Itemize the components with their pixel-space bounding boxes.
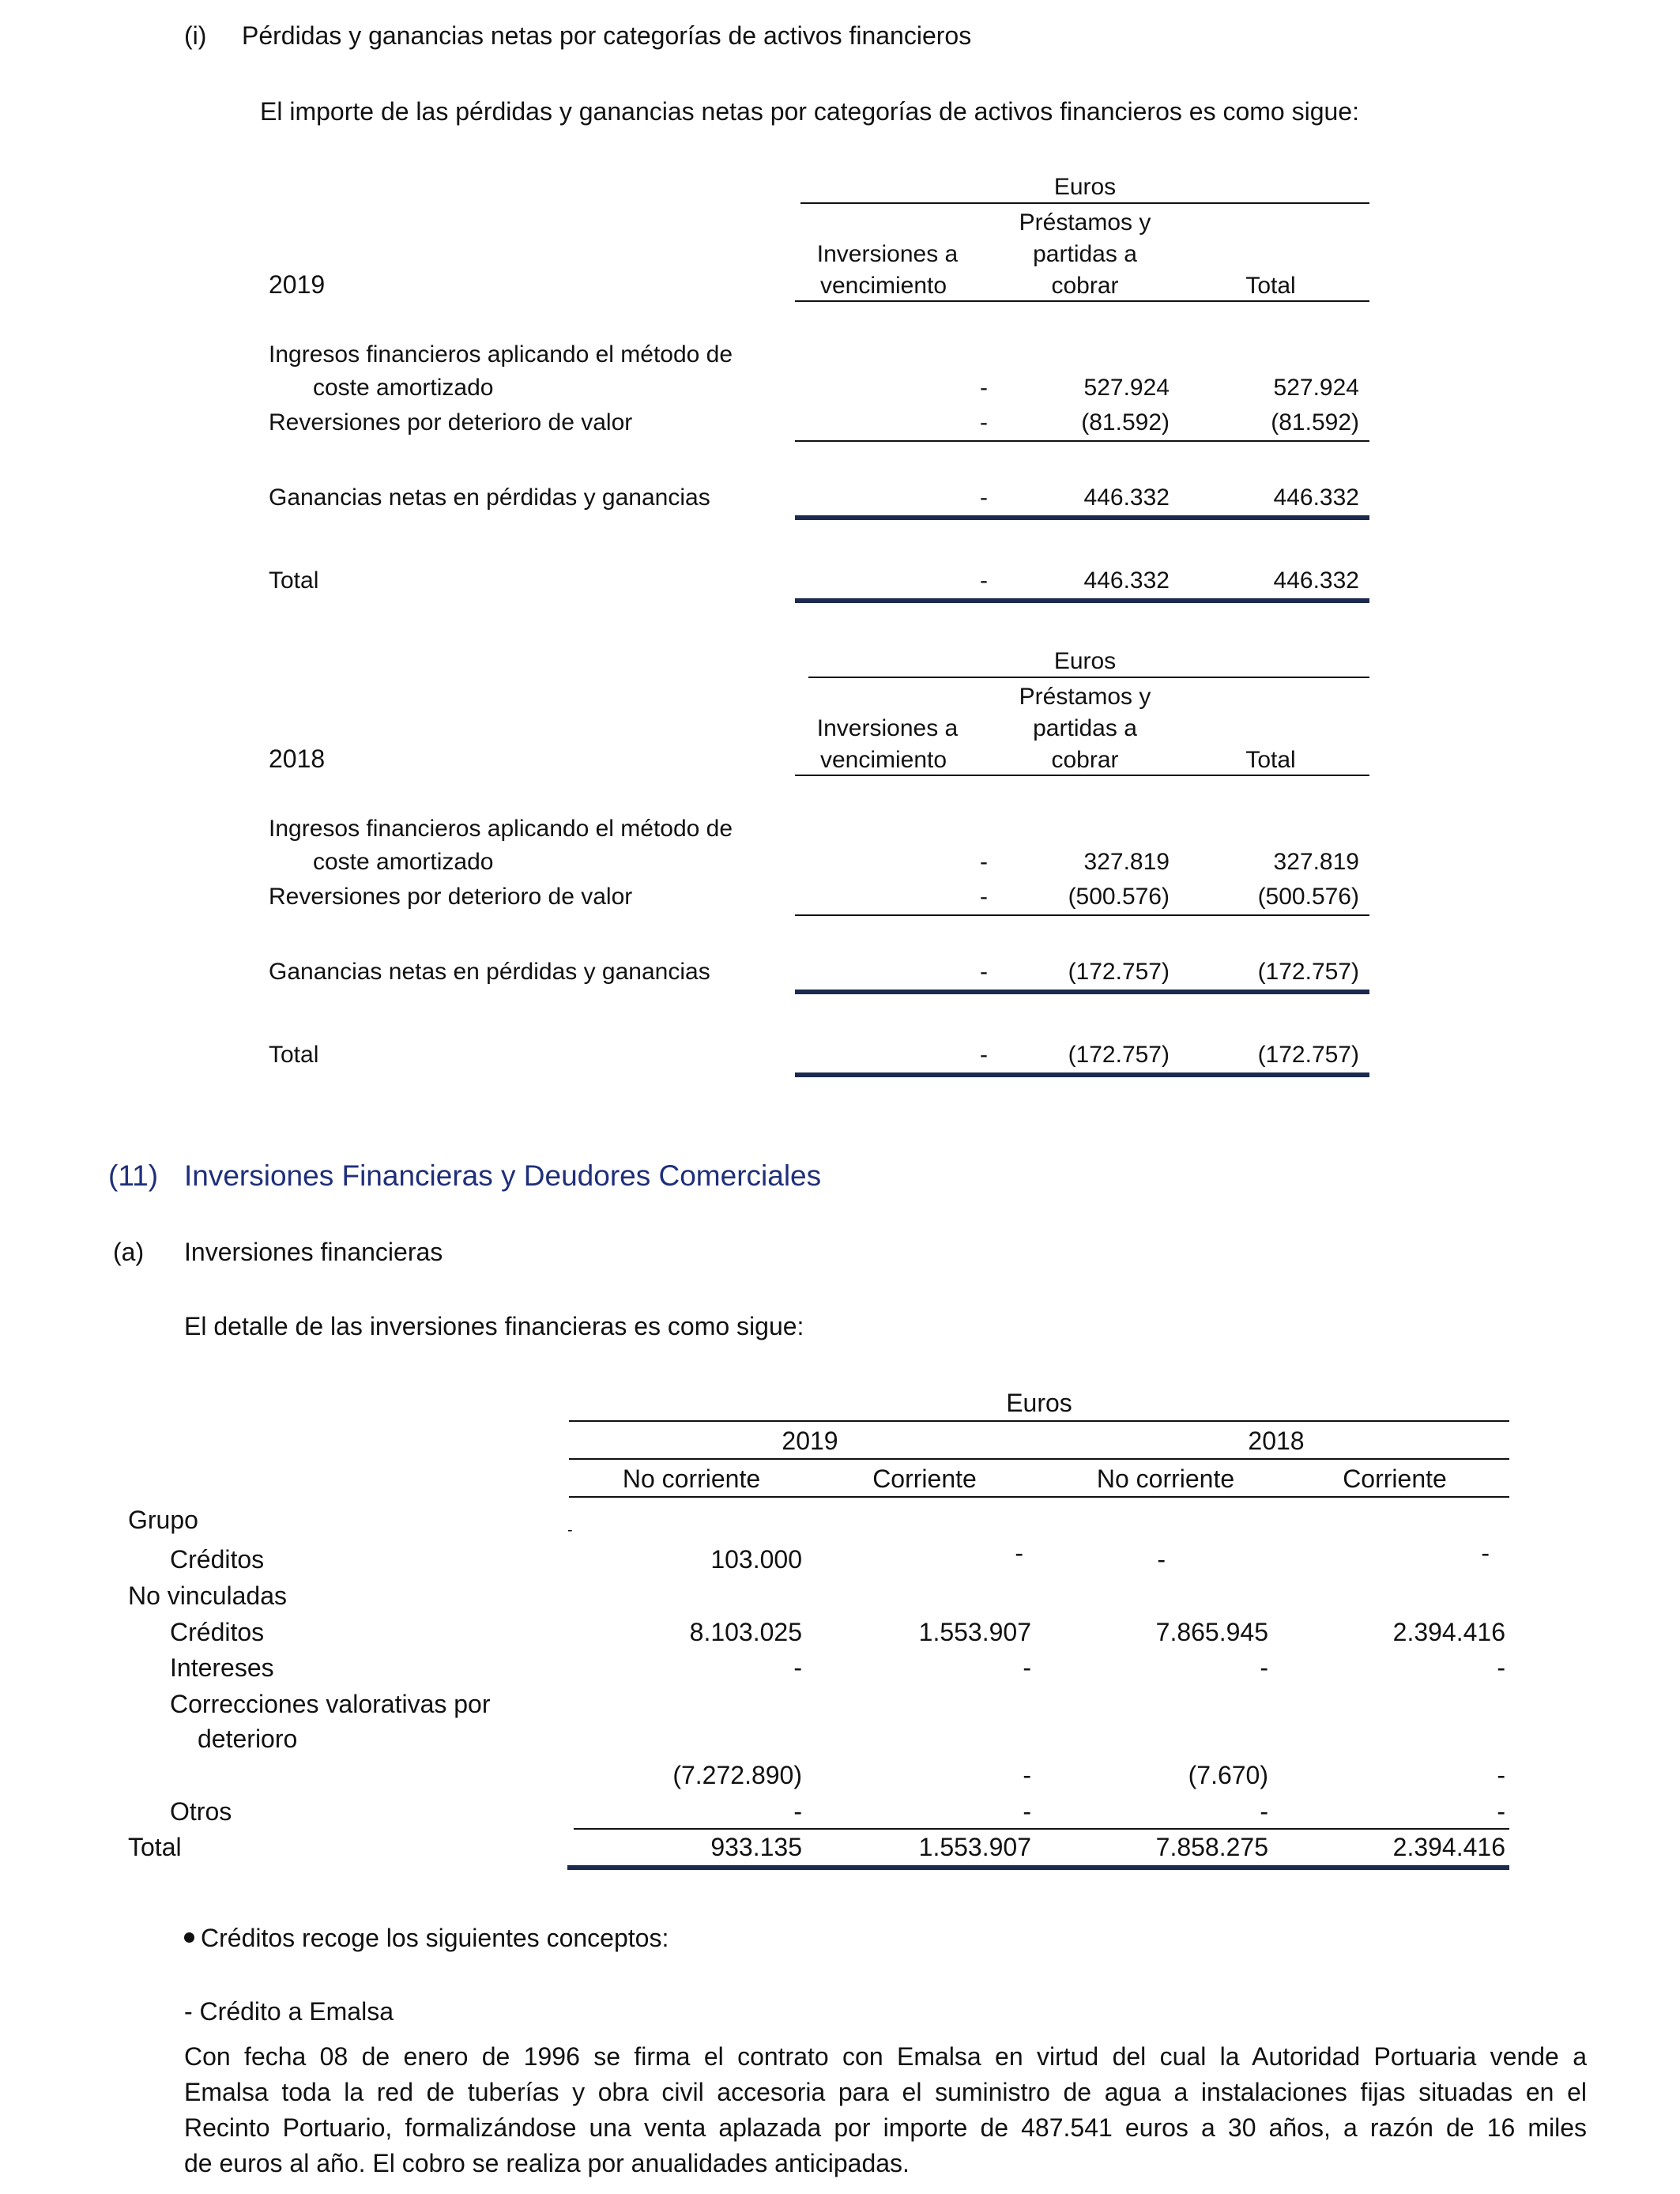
- paragraph: [184, 2039, 1587, 2181]
- paragraph-line: de euros al año. El cobro se realiza por anualidades anticipadas.: [184, 2149, 910, 2177]
- divider: [795, 300, 1369, 302]
- cell: -: [980, 959, 988, 985]
- cell: 2.394.416: [1392, 1833, 1505, 1861]
- cell: -: [980, 409, 988, 435]
- cell: 446.332: [1083, 484, 1170, 511]
- currency-header: Euros: [1006, 1389, 1072, 1417]
- row-label-net-gains: Ganancias netas en pérdidas y ganancias: [269, 959, 710, 985]
- bullet-icon: [184, 1932, 194, 1943]
- cell: 527.924: [1273, 375, 1359, 401]
- row-label-impairment-l1: Correcciones valorativas por: [170, 1690, 491, 1718]
- divider: [795, 775, 1369, 776]
- cell: -: [980, 1042, 988, 1068]
- cell: -: [793, 1653, 802, 1682]
- cell: -: [793, 1797, 802, 1826]
- cell: 327.819: [1083, 849, 1170, 875]
- cell: -: [980, 484, 988, 511]
- row-label-other: Otros: [170, 1797, 232, 1826]
- divider: [808, 677, 1369, 678]
- row-label-income-l2: coste amortizado: [313, 375, 494, 401]
- divider-thick: [795, 598, 1369, 603]
- row-label-interest: Intereses: [170, 1653, 274, 1682]
- cell: -: [1023, 1653, 1031, 1682]
- cell: -: [1497, 1653, 1505, 1682]
- divider: [574, 1828, 1509, 1830]
- cell: 7.858.275: [1155, 1833, 1268, 1861]
- divider: [569, 1496, 1509, 1498]
- section-a-marker: (a): [113, 1238, 145, 1266]
- section-11-marker: (11): [108, 1159, 159, 1192]
- divider: [569, 1458, 1509, 1460]
- row-label-reversals: Reversiones por deterioro de valor: [269, 409, 633, 435]
- cell: 446.332: [1083, 567, 1170, 594]
- section-i-marker: (i): [184, 21, 207, 50]
- stray-dash: -: [567, 1521, 573, 1539]
- year-header-2018: 2018: [1248, 1427, 1305, 1455]
- col-header-investments-l2: vencimiento: [819, 273, 947, 299]
- unrelated-label: No vinculadas: [128, 1581, 287, 1610]
- bullet-text: Créditos recoge los siguientes conceptos:: [201, 1924, 669, 1952]
- cell: -: [1497, 1797, 1505, 1826]
- cell: -: [980, 849, 988, 875]
- cell: (500.576): [1257, 884, 1359, 910]
- cell: 446.332: [1273, 484, 1359, 511]
- cell: -: [1481, 1539, 1490, 1567]
- section-11-title: Inversiones Financieras y Deudores Comerciales: [184, 1159, 822, 1192]
- row-label-total: Total: [269, 567, 319, 594]
- cell: 7.865.945: [1155, 1618, 1268, 1646]
- col-header-loans-l1: Préstamos y: [1019, 684, 1151, 710]
- col-header-loans-l1: Préstamos y: [1019, 209, 1151, 236]
- cell: -: [1157, 1545, 1166, 1574]
- paragraph-line: Con fecha 08 de enero de 1996 se firma el contrato con Emalsa en virtud del cual la Autoridad Portuaria vende a: [184, 2042, 1587, 2071]
- cell: -: [1023, 1761, 1031, 1789]
- divider-thick: [795, 515, 1369, 520]
- col-header-total: Total: [1245, 747, 1296, 773]
- cell: -: [1260, 1653, 1268, 1682]
- col-header-noncurrent-2018: No corriente: [1096, 1465, 1235, 1493]
- row-label-net-gains: Ganancias netas en pérdidas y ganancias: [269, 484, 710, 511]
- cell: -: [1023, 1797, 1031, 1826]
- cell: 446.332: [1273, 567, 1359, 594]
- divider-thick: [795, 1072, 1369, 1077]
- cell: 527.924: [1083, 375, 1170, 401]
- row-label-income-l2: coste amortizado: [313, 849, 494, 875]
- cell: 103.000: [710, 1545, 802, 1574]
- cell: (81.592): [1271, 409, 1359, 435]
- col-header-loans-l2: partidas a: [1033, 715, 1137, 741]
- table-year-2018: 2018: [269, 745, 326, 773]
- row-label-unrelated-credits: Créditos: [170, 1618, 265, 1646]
- currency-header: Euros: [1053, 648, 1117, 674]
- cell: (172.757): [1068, 1042, 1170, 1068]
- col-header-current-2018: Corriente: [1343, 1465, 1447, 1493]
- cell: -: [1015, 1539, 1023, 1567]
- row-label-total: Total: [269, 1042, 319, 1068]
- cell: -: [1497, 1761, 1505, 1789]
- col-header-current-2019: Corriente: [872, 1465, 977, 1493]
- col-header-investments-l1: Inversiones a: [816, 241, 959, 267]
- col-header-loans-l3: cobrar: [1051, 747, 1119, 773]
- section-a-title: Inversiones financieras: [184, 1238, 443, 1266]
- row-label-income-l1: Ingresos financieros aplicando el método de: [269, 816, 733, 842]
- divider: [800, 202, 1369, 204]
- currency-header: Euros: [1053, 174, 1117, 200]
- cell: (172.757): [1068, 959, 1170, 985]
- row-label-group-credits: Créditos: [170, 1545, 265, 1574]
- col-header-total: Total: [1245, 273, 1296, 299]
- col-header-investments-l2: vencimiento: [819, 747, 947, 773]
- cell: (81.592): [1081, 409, 1170, 435]
- group-label: Grupo: [128, 1506, 198, 1534]
- bullet-item: [184, 1922, 669, 1954]
- divider: [569, 1420, 1509, 1422]
- col-header-loans-l3: cobrar: [1051, 273, 1119, 299]
- cell: (500.576): [1068, 884, 1170, 910]
- row-label-total: Total: [128, 1833, 182, 1861]
- year-header-2019: 2019: [782, 1427, 838, 1455]
- cell: 1.553.907: [918, 1833, 1031, 1861]
- cell: (172.757): [1257, 1042, 1359, 1068]
- cell: 1.553.907: [918, 1618, 1031, 1646]
- cell: (7.272.890): [672, 1761, 802, 1789]
- cell: -: [980, 567, 988, 594]
- col-header-loans-l2: partidas a: [1033, 241, 1137, 267]
- section-a-intro: El detalle de las inversiones financieras es como sigue:: [184, 1312, 804, 1340]
- divider-thick: [795, 990, 1369, 994]
- cell: -: [980, 884, 988, 910]
- col-header-investments-l1: Inversiones a: [816, 715, 959, 741]
- cell: 933.135: [710, 1833, 802, 1861]
- paragraph-line: Emalsa toda la red de tuberías y obra civil accesoria para el suministro de agua a instalaciones fijas situadas en el: [184, 2078, 1587, 2106]
- row-label-income-l1: Ingresos financieros aplicando el método de: [269, 341, 733, 368]
- row-label-reversals: Reversiones por deterioro de valor: [269, 884, 633, 910]
- cell: 2.394.416: [1392, 1618, 1505, 1646]
- cell: -: [980, 375, 988, 401]
- cell: (7.670): [1188, 1761, 1268, 1789]
- divider: [795, 440, 1369, 442]
- subheading: - Crédito a Emalsa: [184, 1997, 394, 2026]
- table-year-2019: 2019: [269, 270, 326, 299]
- paragraph-line: Recinto Portuario, formalizándose una venta aplazada por importe de 487.541 euros a 30 años, a razón de 16 miles: [184, 2113, 1587, 2142]
- row-label-impairment-l2: deterioro: [198, 1725, 298, 1753]
- divider-thick: [567, 1865, 1509, 1870]
- cell: -: [1260, 1797, 1268, 1826]
- col-header-noncurrent-2019: No corriente: [622, 1465, 761, 1493]
- cell: 8.103.025: [689, 1618, 802, 1646]
- cell: 327.819: [1273, 849, 1359, 875]
- divider: [795, 914, 1369, 916]
- section-i-title: Pérdidas y ganancias netas por categorías de activos financieros: [242, 21, 972, 50]
- section-i-intro: El importe de las pérdidas y ganancias netas por categorías de activos financieros es como sigue:: [260, 97, 1359, 126]
- cell: (172.757): [1257, 959, 1359, 985]
